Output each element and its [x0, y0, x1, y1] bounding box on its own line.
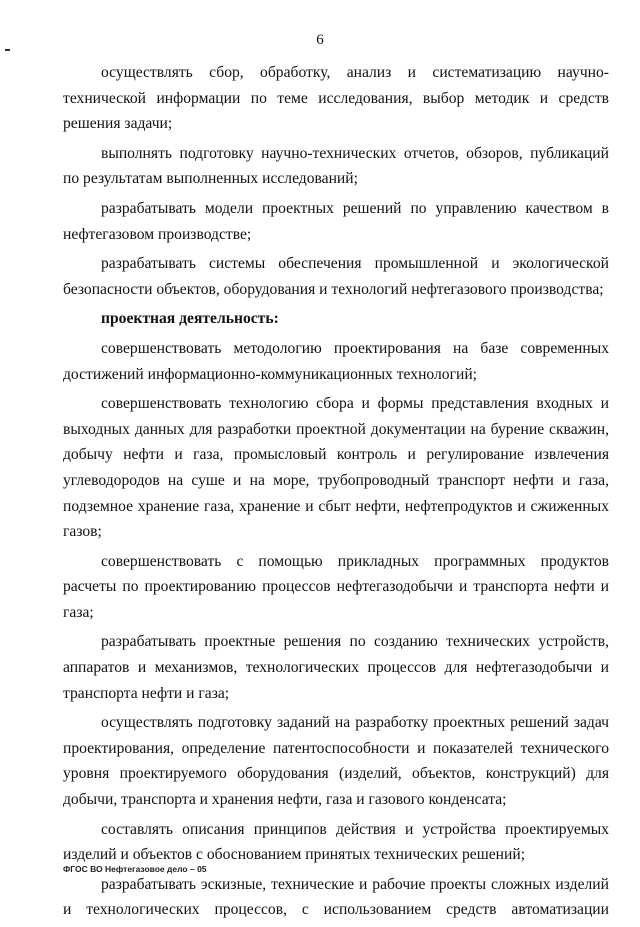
paragraph: совершенствовать с помощью прикладных программных продуктов расчеты по проектированию процессов нефтегазодобычи и транспорта нефти и газа; — [63, 552, 609, 621]
page-number: 6 — [316, 32, 324, 48]
section-heading: проектная деятельность: — [101, 310, 279, 328]
paragraph: разрабатывать эскизные, технические и рабочие проекты сложных изделий и технологических процессов, с использованием средств автоматизации — [63, 875, 609, 919]
paragraph: выполнять подготовку научно-технических отчетов, обзоров, публикаций по результатам выполненных исследований; — [63, 144, 609, 188]
paragraph: совершенствовать технологию сбора и формы представления входных и выходных данных для разработки проектной документации на бурение скважин, добычу нефти и газа, промысловый контроль и регулирование извлечения углеводородов на суше и на море, трубопроводный транспорт нефти и газа, подземное хранение газа, хранение и сбыт нефти, нефтепродуктов и сжиженных газов; — [63, 395, 609, 541]
scan-edge-mark — [5, 49, 10, 51]
document-footer: ФГОС ВО Нефтегазовое дело – 05 — [63, 864, 207, 874]
paragraph: разрабатывать проектные решения по созданию технических устройств, аппаратов и механизмов, технологических процессов для нефтегазодобычи и транспорта нефти и газа; — [63, 633, 609, 702]
paragraph: совершенствовать методологию проектирования на базе современных достижений информационно-коммуникационных технологий; — [63, 339, 609, 383]
body-text — [63, 60, 609, 927]
paragraph: разрабатывать модели проектных решений по управлению качеством в нефтегазовом производстве; — [63, 199, 609, 243]
paragraph: разрабатывать системы обеспечения промышленной и экологической безопасности объектов, оборудования и технологий нефтегазового производства; — [63, 255, 609, 298]
paragraph: осуществлять сбор, обработку, анализ и систематизацию научно-технической информации по теме исследования, выбор методик и средств решения задачи; — [63, 64, 609, 133]
paragraph: составлять описания принципов действия и устройства проектируемых изделий и объектов с обоснованием принятых технических решений; — [63, 820, 609, 864]
paragraph: осуществлять подготовку заданий на разработку проектных решений задач проектирования, определение патентоспособности и показателей технического уровня проектируемого оборудования (изделий, объектов, конструкций) для добычи, транспорта и хранения нефти, газа и газового конденсата; — [63, 714, 609, 809]
